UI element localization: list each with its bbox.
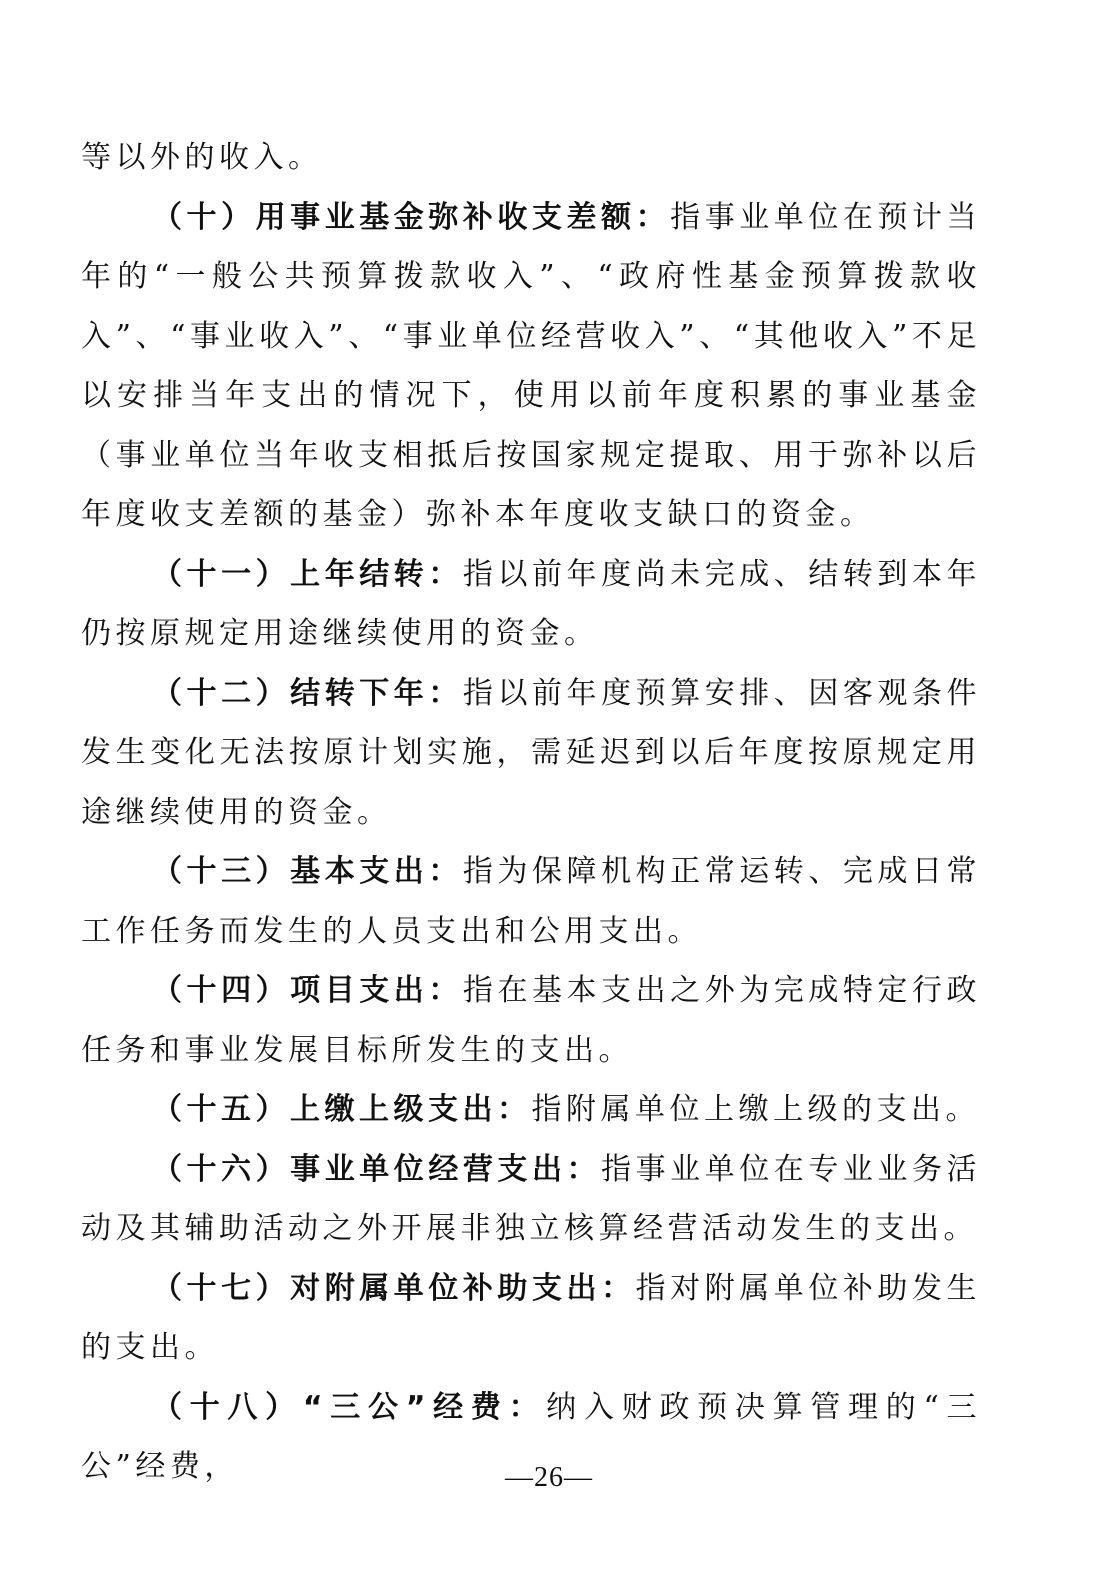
definition-body: 指事业单位在预计当年的“一般公共预算拨款收入”、“政府性基金预算拨款收入”、“事业收入”、“事业单位经营收入”、“其他收入”不足以安排当年支出的情况下，使用以前年度积累的事业基金（事业单位当年收支相抵后按国家规定提取、用于弥补以后年度收支差额的基金）弥补本年度收支缺口的资金。: [81, 199, 982, 532]
continuation-paragraph: 等以外的收入。: [81, 140, 323, 175]
definition-body: 指为保障机构正常运转、完成日常工作任务而发生的人员支出和公用支出。: [81, 854, 982, 949]
definition-term: （十八）“三公”经费：: [152, 1389, 547, 1425]
definition-body: 指以前年度预算安排、因客观条件发生变化无法按原计划实施，需延迟到以后年度按原规定用途继续使用的资金。: [81, 675, 982, 830]
page-number: —26—: [505, 1462, 593, 1493]
definition-paragraph-10: [81, 188, 981, 545]
definition-term: （十五）上缴上级支出：: [152, 1092, 532, 1127]
definition-term: （十三）基本支出：: [152, 854, 463, 889]
definition-body: 指事业单位在专业业务活动及其辅助活动之外开展非独立核算经营活动发生的支出。: [81, 1151, 982, 1246]
definition-term: （十七）对附属单位补助支出：: [152, 1270, 636, 1306]
definition-body: 指以前年度尚未完成、结转到本年仍按原规定用途继续使用的资金。: [81, 556, 982, 651]
definition-term: （十四）项目支出：: [152, 973, 463, 1008]
definition-paragraph-11: [81, 545, 981, 664]
definition-paragraph-16: [81, 1140, 981, 1259]
definition-paragraph-14: [81, 961, 981, 1080]
definition-body: 指对附属单位补助发生的支出。: [81, 1270, 982, 1365]
definition-term: （十）用事业基金弥补收支差额：: [152, 199, 671, 235]
definition-paragraph-13: [81, 842, 981, 961]
definition-paragraph-17: [81, 1259, 981, 1378]
definition-term: （十一）上年结转：: [152, 556, 463, 592]
definition-paragraph-15: [81, 1080, 981, 1140]
definition-paragraph-12: [81, 664, 981, 843]
definition-term: （十二）结转下年：: [152, 675, 463, 711]
document-page: [81, 128, 981, 1497]
definition-term: （十六）事业单位经营支出：: [152, 1151, 602, 1187]
definition-body: 指附属单位上缴上级的支出。: [531, 1092, 980, 1127]
definition-body: 纳入财政预决算管理的“三公”经费，: [81, 1389, 981, 1484]
definition-body: 指在基本支出之外为完成特定行政任务和事业发展目标所发生的支出。: [81, 973, 982, 1068]
